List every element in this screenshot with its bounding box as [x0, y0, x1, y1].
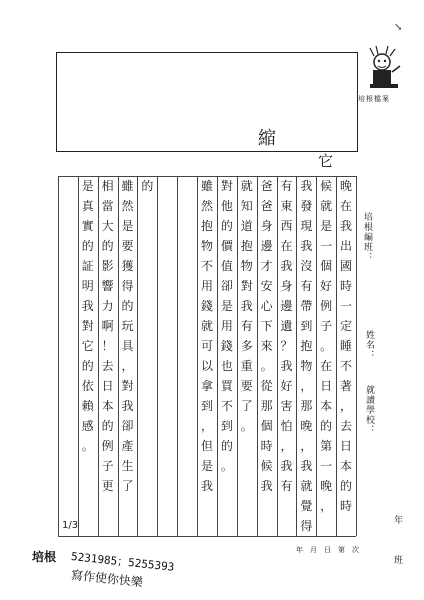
essay-char: 在 — [280, 239, 293, 253]
essay-char: ， — [300, 379, 313, 393]
grid-vline — [257, 176, 258, 536]
essay-column — [159, 176, 175, 536]
essay-char: 依 — [81, 379, 94, 393]
essay-char: 實 — [81, 219, 94, 233]
grid-vline — [277, 176, 278, 536]
essay-char: 道 — [240, 219, 253, 233]
essay-column — [80, 176, 96, 536]
essay-char: 那 — [260, 399, 273, 413]
grid-vline — [157, 176, 158, 536]
essay-char: 的 — [81, 239, 94, 253]
essay-char: 可 — [200, 339, 213, 353]
essay-column — [278, 176, 294, 536]
essay-char: 我 — [300, 239, 313, 253]
essay-char: 我 — [240, 299, 253, 313]
essay-char: 。 — [240, 419, 253, 433]
essay-char: 子 — [320, 319, 333, 333]
grid-vline — [217, 176, 218, 536]
essay-char: 在 — [340, 199, 353, 213]
essay-char: 是 — [220, 299, 233, 313]
essay-char: 爸 — [260, 199, 273, 213]
essay-char: 玩 — [121, 319, 134, 333]
footer-brand-label: 培根 — [32, 550, 57, 564]
essay-char: 現 — [300, 219, 313, 233]
essay-char: 一 — [320, 459, 333, 473]
essay-column — [219, 176, 235, 536]
essay-char: 用 — [200, 279, 213, 293]
essay-char: 有 — [280, 179, 293, 193]
essay-char: 有 — [240, 319, 253, 333]
essay-char: 在 — [320, 359, 333, 373]
essay-char: 但 — [200, 439, 213, 453]
essay-char: 一 — [340, 299, 353, 313]
grid-vline — [296, 176, 297, 536]
essay-char: 更 — [101, 479, 114, 493]
essay-char: 邊 — [280, 299, 293, 313]
essay-char: 例 — [101, 439, 114, 453]
essay-char: 買 — [220, 379, 233, 393]
essay-char: 力 — [101, 299, 114, 313]
essay-char: 我 — [280, 359, 293, 373]
essay-char: 抱 — [300, 339, 313, 353]
essay-char: 重 — [240, 359, 253, 373]
date-row: 年 月 日 第 次 — [296, 546, 359, 554]
essay-char: 知 — [240, 199, 253, 213]
essay-column — [199, 176, 215, 536]
essay-char: 覺 — [300, 499, 313, 513]
essay-char: 沒 — [300, 259, 313, 273]
essay-char: 然 — [200, 199, 213, 213]
essay-char: 對 — [220, 179, 233, 193]
essay-char: 去 — [101, 359, 114, 373]
essay-column — [298, 176, 314, 536]
essay-char: 。 — [220, 459, 233, 473]
essay-char: 是 — [320, 219, 333, 233]
essay-char: 然 — [121, 199, 134, 213]
grid-vline — [137, 176, 138, 536]
school-label: 就讀學校： — [364, 385, 374, 435]
class-number-label: 班 — [392, 555, 402, 565]
essay-char: 得 — [121, 279, 134, 293]
essay-char: 晚 — [300, 419, 313, 433]
essay-char: 從 — [260, 379, 273, 393]
essay-char: 明 — [81, 279, 94, 293]
stamp-word-small: 縮 — [258, 128, 276, 149]
essay-column — [338, 176, 354, 536]
essay-char: 才 — [260, 259, 273, 273]
essay-char: 時 — [260, 439, 273, 453]
essay-char: 時 — [340, 279, 353, 293]
essay-char: 也 — [220, 359, 233, 373]
essay-char: 得 — [300, 519, 313, 533]
essay-char: 好 — [320, 279, 333, 293]
essay-char: ， — [340, 399, 353, 413]
essay-char: ， — [200, 419, 213, 433]
essay-char: 獲 — [121, 259, 134, 273]
essay-char: 物 — [300, 359, 313, 373]
essay-column — [100, 176, 116, 536]
essay-char: 就 — [240, 179, 253, 193]
essay-char: 價 — [220, 239, 233, 253]
essay-char: 本 — [101, 399, 114, 413]
essay-char: 是 — [200, 459, 213, 473]
essay-char: 本 — [340, 459, 353, 473]
essay-char: 我 — [81, 299, 94, 313]
essay-char: 帶 — [300, 299, 313, 313]
essay-char: 物 — [240, 259, 253, 273]
essay-char: 就 — [200, 319, 213, 333]
essay-column — [179, 176, 195, 536]
essay-char: 卻 — [121, 419, 134, 433]
essay-char: 定 — [340, 319, 353, 333]
essay-char: 候 — [320, 179, 333, 193]
essay-char: 了 — [240, 399, 253, 413]
essay-char: 抱 — [200, 219, 213, 233]
grid-vline — [98, 176, 99, 536]
essay-char: 對 — [240, 279, 253, 293]
essay-char: 卻 — [220, 279, 233, 293]
essay-char: 不 — [200, 259, 213, 273]
essay-char: 我 — [280, 259, 293, 273]
essay-char: 好 — [280, 379, 293, 393]
essay-char: 去 — [340, 419, 353, 433]
essay-char: 來 — [260, 339, 273, 353]
essay-char: ？ — [280, 339, 293, 353]
essay-char: 。 — [320, 339, 333, 353]
essay-char: 大 — [101, 219, 114, 233]
essay-char: 的 — [220, 439, 233, 453]
essay-char: 值 — [220, 259, 233, 273]
essay-char: 例 — [320, 299, 333, 313]
essay-char: 下 — [260, 319, 273, 333]
grid-vline — [316, 176, 317, 536]
essay-char: 的 — [340, 479, 353, 493]
essay-char: 有 — [300, 279, 313, 293]
footer-phones: 5231985；5255393 — [70, 549, 175, 574]
essay-char: 用 — [220, 319, 233, 333]
essay-char: 發 — [300, 199, 313, 213]
essay-char: 的 — [101, 239, 114, 253]
grid-vline — [197, 176, 198, 536]
essay-char: 東 — [280, 199, 293, 213]
essay-char: 心 — [260, 299, 273, 313]
essay-char: 那 — [300, 399, 313, 413]
grid-vline — [118, 176, 119, 536]
essay-char: 它 — [81, 339, 94, 353]
essay-char: 我 — [300, 459, 313, 473]
essay-char: 時 — [340, 499, 353, 513]
essay-char: 日 — [320, 379, 333, 393]
essay-char: 身 — [280, 279, 293, 293]
essay-char: 多 — [240, 339, 253, 353]
essay-column — [318, 176, 334, 536]
essay-char: 抱 — [240, 239, 253, 253]
grid-vline — [336, 176, 337, 536]
essay-char: 以 — [200, 359, 213, 373]
essay-char: 對 — [121, 379, 134, 393]
essay-char: 我 — [121, 399, 134, 413]
essay-char: 他 — [220, 199, 233, 213]
essay-char: 是 — [121, 219, 134, 233]
essay-char: 的 — [101, 419, 114, 433]
essay-char: 雖 — [200, 179, 213, 193]
essay-char: 出 — [340, 239, 353, 253]
grade-label: 年 — [392, 515, 402, 525]
essay-char: 我 — [200, 479, 213, 493]
essay-char: 拿 — [200, 379, 213, 393]
essay-char: 我 — [280, 459, 293, 473]
essay-char: 相 — [101, 179, 114, 193]
essay-column — [139, 176, 155, 536]
grid-vline — [78, 176, 79, 536]
essay-char: 本 — [320, 399, 333, 413]
essay-char: 對 — [81, 319, 94, 333]
essay-char: 不 — [340, 359, 353, 373]
essay-char: 要 — [121, 239, 134, 253]
essay-char: 影 — [101, 259, 114, 273]
essay-char: 我 — [260, 479, 273, 493]
essay-char: ， — [320, 499, 333, 513]
essay-char: 錢 — [220, 339, 233, 353]
essay-char: 個 — [320, 259, 333, 273]
essay-column — [239, 176, 255, 536]
essay-char: 候 — [260, 459, 273, 473]
essay-char: 感 — [81, 419, 94, 433]
essay-char: 產 — [121, 439, 134, 453]
essay-char: 日 — [101, 379, 114, 393]
essay-char: 賴 — [81, 399, 94, 413]
essay-char: 証 — [81, 259, 94, 273]
essay-char: 害 — [280, 399, 293, 413]
title-box — [56, 52, 358, 152]
essay-char: 安 — [260, 279, 273, 293]
essay-char: 。 — [81, 439, 94, 453]
essay-column — [259, 176, 275, 536]
mascot-logo-icon — [362, 44, 406, 94]
grid-vline — [58, 176, 59, 536]
essay-char: 響 — [101, 279, 114, 293]
name-label: 姓名： — [364, 330, 374, 360]
essay-char: 爸 — [260, 179, 273, 193]
essay-char: 一 — [320, 239, 333, 253]
essay-char: 具 — [121, 339, 134, 353]
essay-char: 的 — [121, 299, 134, 313]
essay-char: 真 — [81, 199, 94, 213]
essay-char: 個 — [260, 419, 273, 433]
essay-char: 怕 — [280, 419, 293, 433]
essay-char: 晚 — [340, 179, 353, 193]
essay-char: 生 — [121, 459, 134, 473]
essay-char: 就 — [300, 479, 313, 493]
essay-char: 啊 — [101, 319, 114, 333]
essay-char: 要 — [240, 379, 253, 393]
essay-char: 雖 — [121, 179, 134, 193]
essay-char: 日 — [340, 439, 353, 453]
essay-char: 的 — [141, 179, 154, 193]
essay-char: 當 — [101, 199, 114, 213]
essay-char: 第 — [320, 439, 333, 453]
essay-char: ， — [121, 359, 134, 373]
corner-mark: ↘ — [394, 22, 403, 33]
essay-char: 了 — [121, 479, 134, 493]
logo-caption: 培根檔案 — [358, 95, 390, 103]
footer-slogan: 寫作使你快樂 — [70, 567, 144, 590]
stamp-word-right: 它 — [318, 152, 334, 170]
essay-char: 遺 — [280, 319, 293, 333]
essay-char: 邊 — [260, 239, 273, 253]
essay-char: 到 — [300, 319, 313, 333]
essay-char: 有 — [280, 479, 293, 493]
essay-char: 睡 — [340, 339, 353, 353]
essay-char: ， — [280, 439, 293, 453]
grid-hline — [58, 536, 356, 537]
essay-char: 的 — [220, 219, 233, 233]
essay-char: 錢 — [200, 299, 213, 313]
essay-char: 就 — [320, 199, 333, 213]
essay-char: 晚 — [320, 479, 333, 493]
essay-char: 子 — [101, 459, 114, 473]
essay-char: 物 — [200, 239, 213, 253]
essay-column — [60, 176, 79, 536]
essay-char: ， — [300, 439, 313, 453]
class-label: 培根編班： — [362, 212, 372, 262]
grid-vline — [177, 176, 178, 536]
essay-char: 到 — [200, 399, 213, 413]
essay-char: 的 — [320, 419, 333, 433]
essay-char: 著 — [340, 379, 353, 393]
essay-char: 我 — [340, 219, 353, 233]
writing-grid — [58, 176, 356, 536]
essay-char: 不 — [220, 399, 233, 413]
essay-char: 到 — [220, 419, 233, 433]
essay-char: 。 — [260, 359, 273, 373]
essay-char: 國 — [340, 259, 353, 273]
essay-char: ！ — [101, 339, 114, 353]
essay-char: 西 — [280, 219, 293, 233]
essay-char: 身 — [260, 219, 273, 233]
essay-char: 我 — [300, 179, 313, 193]
essay-char: 是 — [81, 179, 94, 193]
grid-vline — [237, 176, 238, 536]
essay-char: 的 — [81, 359, 94, 373]
essay-column — [120, 176, 136, 536]
page-number: 1/3 — [62, 520, 79, 531]
grid-vline — [356, 176, 357, 536]
